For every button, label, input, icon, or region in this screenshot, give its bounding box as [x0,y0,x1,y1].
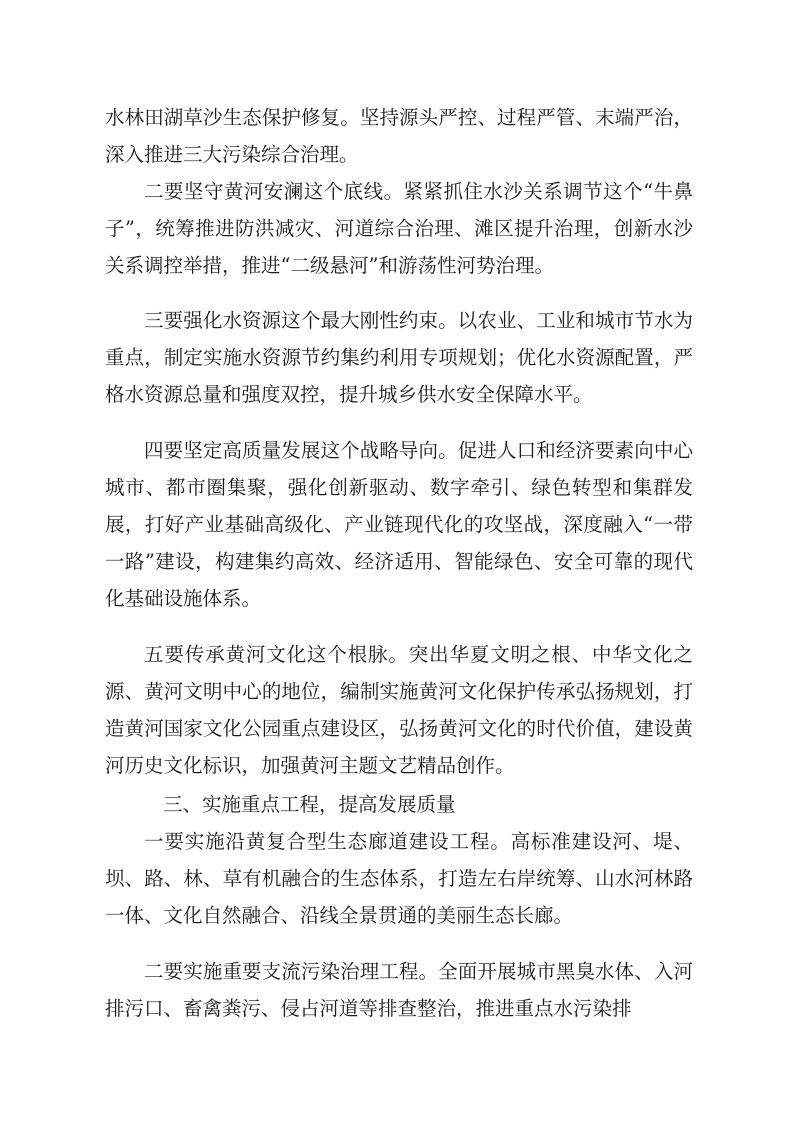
paragraph-yellow-river-safety: 二要坚守黄河安澜这个底线。紧紧抓住水沙关系调节这个“牛鼻子”，统筹推进防洪减灾、河道综合治理、滩区提升治理，创新水沙关系调控举措，推进“二级悬河”和游荡性河势治理。 [105,180,693,277]
paragraph-water-resources: 三要强化水资源这个最大刚性约束。以农业、工业和城市节水为重点，制定实施水资源节约集约利用专项规划；优化水资源配置，严格水资源总量和强度双控，提升城乡供水安全保障水平。 [105,309,693,406]
section-heading-key-projects: 三、实施重点工程，提高发展质量 [163,793,456,816]
paragraph-high-quality-development: 四要坚定高质量发展这个战略导向。促进人口和经济要素向中心城市、都市圈集聚，强化创新驱动、数字牵引、绿色转型和集群发展，打好产业基础高级化、产业链现代化的攻坚战，深度融入“一带一路”建设，构建集约高效、经济适用、智能绿色、安全可靠的现代化基础设施体系。 [105,439,693,610]
paragraph-yellow-river-culture: 五要传承黄河文化这个根脉。突出华夏文明之根、中华文化之源、黄河文明中心的地位，编制实施黄河文化保护传承弘扬规划，打造黄河国家文化公园重点建设区，弘扬黄河文化的时代价值，建设黄河历史文化标识，加强黄河主题文艺精品创作。 [105,643,693,777]
paragraph-tributary-pollution: 二要实施重要支流污染治理工程。全面开展城市黑臭水体、入河排污口、畜禽粪污、侵占河道等排查整治，推进重点水污染排 [105,960,693,1020]
paragraph-ecology-protection: 水林田湖草沙生态保护修复。坚持源头严控、过程严管、末端严治，深入推进三大污染综合治理。 [105,106,693,166]
paragraph-ecological-corridor: 一要实施沿黄复合型生态廊道建设工程。高标准建设河、堤、坝、路、林、草有机融合的生态体系，打造左右岸统筹、山水河林路一体、文化自然融合、沿线全景贯通的美丽生态长廊。 [105,830,693,927]
